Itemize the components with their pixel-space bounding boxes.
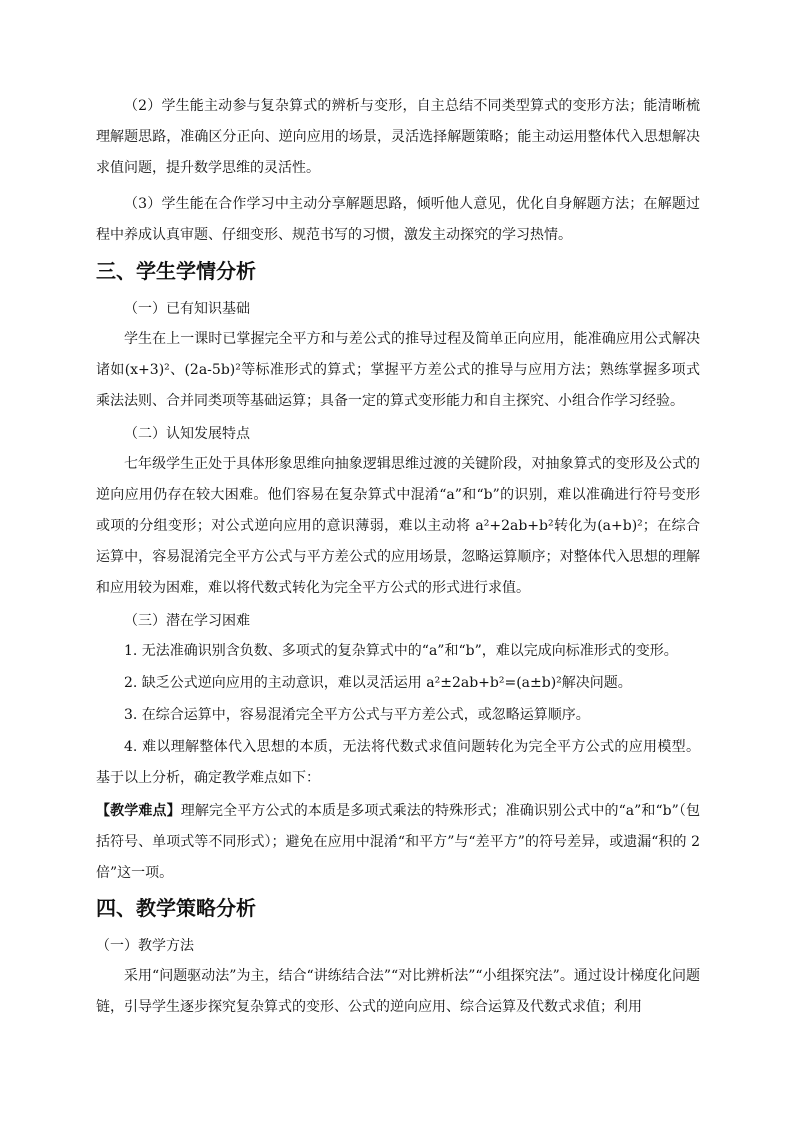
cognitive-features-paragraph: 七年级学生正处于具体形象思维向抽象逻辑思维过渡的关键阶段，对抽象算式的变形及公式的逆向应用仍存在较大困难。他们容易在复杂算式中混淆“a”和“b”的识别，难以准确进行符号变形或项的分组变形；对公式逆向应用的意识薄弱，难以主动将 a²+2ab+b²转化为(a+b)²；在综合运算中，容易混淆完全平方公式与平方差公式的应用场景，忽略运算顺序；对整体代入思想的理解和应用较为困难，难以将代数式转化为完全平方公式的形式进行求值。	[96, 456, 700, 596]
subheading-teaching-methods: （一）教学方法	[96, 938, 194, 954]
subheading-learning-difficulties: （三）潜在学习困难	[124, 613, 250, 629]
teaching-difficulty-paragraph	[96, 796, 700, 889]
goal-paragraph-2: （2）学生能主动参与复杂算式的辨析与变形，自主总结不同类型算式的变形方法；能清晰梳理解题思路，准确区分正向、逆向应用的场景，灵活选择解题策略；能主动运用整体代入思想解决求值问题，提升数学思维的灵活性。	[96, 98, 700, 176]
section-heading-student-analysis: 三、学生学情分析	[96, 259, 256, 283]
teaching-difficulty-text: 理解完全平方公式的本质是多项式乘法的特殊形式；准确识别公式中的“a”和“b”（包括符号、单项式等不同形式）；避免在应用中混淆“和平方”与“差平方”的符号差异，或遗漏“积的 2 倍”这一项。	[96, 803, 701, 881]
difficulty-list-item: 3. 在综合运算中，容易混淆完全平方公式与平方差公式，或忽略运算顺序。	[124, 707, 590, 723]
subheading-cognitive-features: （二）认知发展特点	[124, 426, 250, 442]
prior-knowledge-paragraph: 学生在上一课时已掌握完全平方和与差公式的推导过程及简单正向应用，能准确应用公式解决诸如(x+3)²、(2a-5b)²等标准形式的算式；掌握平方差公式的推导与应用方法；熟练掌握多项式乘法法则、合并同类项等基础运算；具备一定的算式变形能力和自主探究、小组合作学习经验。	[96, 331, 700, 409]
teaching-difficulty-label: 【教学难点】	[96, 803, 181, 819]
section-heading-teaching-strategy: 四、教学策略分析	[96, 896, 256, 920]
difficulty-list-item: 2. 缺乏公式逆向应用的主动意识，难以灵活运用 a²±2ab+b²=(a±b)²解决问题。	[124, 675, 632, 691]
goal-paragraph-3: （3）学生能在合作学习中主动分享解题思路，倾听他人意见，优化自身解题方法；在解题过程中养成认真审题、仔细变形、规范书写的习惯，激发主动探究的学习热情。	[96, 196, 700, 243]
difficulty-list-item: 1. 无法准确识别含负数、多项式的复杂算式中的“a”和“b”，难以完成向标准形式的变形。	[124, 643, 678, 659]
difficulty-list-item: 4. 难以理解整体代入思想的本质，无法将代数式求值问题转化为完全平方公式的应用模型。基于以上分析，确定教学难点如下：	[96, 739, 700, 786]
teaching-methods-paragraph: 采用“问题驱动法”为主，结合“讲练结合法”“对比辨析法”“小组探究法”。通过设计梯度化问题链，引导学生逐步探究复杂算式的变形、公式的逆向应用、综合运算及代数式求值；利用	[96, 968, 700, 1015]
subheading-prior-knowledge: （一）已有知识基础	[124, 301, 250, 317]
